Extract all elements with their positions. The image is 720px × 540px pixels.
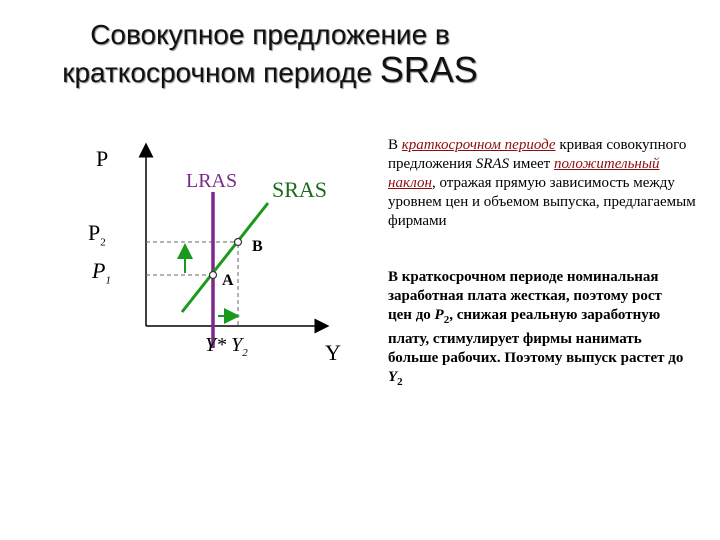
short-run-emphasis: краткосрочном периоде — [401, 137, 556, 153]
p-axis-label: P — [96, 146, 109, 171]
explanation-paragraph-1: В краткосрочном периоде кривая совокупного предложения SRAS имеет положительный наклон, отражая прямую зависимость между уровнем цен и объемом выпуска, предлагаемым фирмами — [388, 137, 696, 229]
p1-label: $P_1$ — [92, 258, 111, 287]
title-line-1: Совокупное предложение в — [90, 19, 450, 50]
y-axis-label: Y — [325, 340, 341, 365]
p2-label: $P_2$ — [88, 220, 106, 249]
point-b-label: B — [252, 238, 263, 255]
sras-line — [182, 203, 268, 312]
title-line-2-text: краткосрочном периоде — [62, 57, 372, 88]
positive-slope-emphasis: положительный наклон — [388, 156, 660, 191]
explanation-paragraph-2: В краткосрочном периоде номинальная заработная плата жесткая, поэтому рост цен до $P_2$, снижая реальную заработную плату, стимулирует фирмы нанимать больше рабочих. Поэтому выпуск растет до $Y_2$ — [388, 269, 684, 388]
point-a-label: A — [222, 272, 234, 289]
lras-label: LRAS — [186, 170, 238, 192]
sras-label: SRAS — [272, 177, 328, 202]
ystar-y2-label: Y* $Y_2$ — [205, 334, 248, 359]
point-b-marker — [235, 239, 242, 246]
point-a-marker — [210, 272, 217, 279]
title-sras: SRAS — [379, 49, 478, 90]
